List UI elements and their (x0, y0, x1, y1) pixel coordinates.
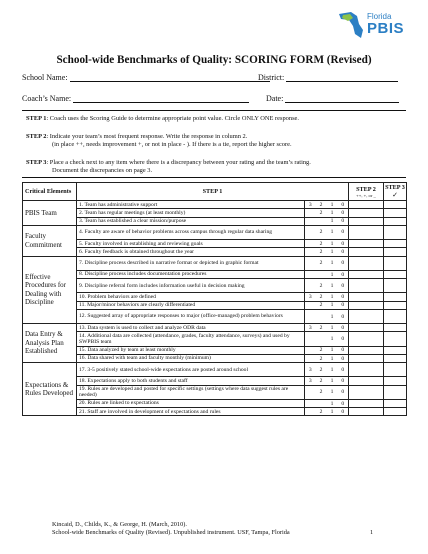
step3-check-icon: ✓ (392, 191, 398, 199)
step3-check-cell[interactable] (384, 270, 407, 278)
score-option[interactable]: 0 (338, 346, 349, 354)
table-row (23, 301, 407, 309)
logo-big-text: PBIS (367, 20, 405, 37)
score-option[interactable]: 1 (327, 332, 338, 346)
florida-state-icon (337, 10, 365, 40)
florida-pbis-logo (337, 10, 419, 40)
page-title: School-wide Benchmarks of Quality: SCORING FORM (Revised) (56, 54, 372, 66)
table-header-row (23, 183, 407, 201)
school-name-label: School Name: (22, 73, 68, 82)
table-row (23, 248, 407, 256)
score-option[interactable]: 0 (338, 209, 349, 217)
critical-element-label: Effective Procedures for Dealing with Discipline (23, 256, 77, 323)
score-option[interactable]: 2 (316, 201, 327, 209)
step2-response-cell[interactable] (349, 225, 384, 239)
step2-response-cell[interactable] (349, 346, 384, 354)
step3-check-cell[interactable] (384, 209, 407, 217)
step3-check-cell[interactable] (384, 301, 407, 309)
date-line[interactable] (285, 94, 399, 103)
table-row (23, 309, 407, 323)
table-row (23, 377, 407, 385)
step3-check-cell[interactable] (384, 346, 407, 354)
step3-check-cell[interactable] (384, 408, 407, 416)
score-option[interactable]: 3 (305, 293, 316, 301)
score-option[interactable]: 2 (316, 256, 327, 270)
benchmark-item: 8. Discipline process includes documentation procedures (77, 270, 305, 278)
step3-header: STEP 3 ✓ (385, 184, 405, 199)
score-option[interactable]: 0 (338, 377, 349, 385)
step2-response-cell[interactable] (349, 377, 384, 385)
step2-response-cell[interactable] (349, 248, 384, 256)
step2-response-cell[interactable] (349, 385, 384, 399)
score-option[interactable]: 2 (316, 293, 327, 301)
critical-element-label: Expectations & Rules Developed (23, 363, 77, 416)
step3-check-cell[interactable] (384, 324, 407, 332)
step2-response-cell[interactable] (349, 201, 384, 209)
logo-small-text: Florida (367, 12, 392, 21)
score-option[interactable]: 2 (316, 324, 327, 332)
score-option[interactable]: 0 (338, 354, 349, 362)
score-option[interactable]: 0 (338, 363, 349, 377)
step2-response-cell[interactable] (349, 270, 384, 278)
step2-response-cell[interactable] (349, 408, 384, 416)
scoring-table (22, 182, 407, 416)
score-option[interactable]: 0 (338, 256, 349, 270)
step3-check-cell[interactable] (384, 256, 407, 270)
score-option[interactable]: 1 (327, 201, 338, 209)
score-option[interactable]: 0 (338, 217, 349, 225)
score-option[interactable]: 2 (316, 354, 327, 362)
benchmark-item: 12. Suggested array of appropriate responses to major (office-managed) problem behaviors (77, 309, 305, 323)
score-option[interactable] (305, 270, 316, 278)
table-row (23, 363, 407, 377)
table-row (23, 346, 407, 354)
score-option[interactable]: 1 (327, 256, 338, 270)
step2-sub: ++, +, or _ (356, 192, 376, 198)
score-option[interactable]: 2 (316, 363, 327, 377)
table-row (23, 201, 407, 209)
benchmark-item: 19. Rules are developed and posted for specific settings (settings where data suggest rules are needed) (77, 385, 305, 399)
score-option[interactable]: 2 (316, 240, 327, 248)
score-option[interactable]: 0 (338, 301, 349, 309)
score-option[interactable] (305, 248, 316, 256)
step3-check-cell[interactable] (384, 399, 407, 407)
score-option[interactable]: 0 (338, 225, 349, 239)
score-option[interactable] (305, 309, 316, 323)
score-option[interactable]: 1 (327, 301, 338, 309)
score-option[interactable] (305, 385, 316, 399)
score-option[interactable] (305, 346, 316, 354)
table-row (23, 385, 407, 399)
score-option[interactable]: 2 (316, 225, 327, 239)
benchmark-item: 16. Data shared with team and faculty monthly (minimum) (77, 354, 305, 362)
table-row (23, 270, 407, 278)
step3-check-cell[interactable] (384, 377, 407, 385)
step2-response-cell[interactable] (349, 324, 384, 332)
step-1-instruction: STEP 1: Coach uses the Scoring Guide to determine appropriate point value. Circle ONLY ONE response. (26, 115, 299, 122)
score-option[interactable]: 0 (338, 240, 349, 248)
score-option[interactable]: 0 (338, 385, 349, 399)
district-label: District: (258, 73, 285, 82)
step3-check-cell[interactable] (384, 248, 407, 256)
benchmark-item: 15. Data analyzed by team at least monthly (77, 346, 305, 354)
score-option[interactable]: 1 (327, 279, 338, 293)
coach-name-field[interactable] (22, 94, 249, 103)
benchmark-item: 20. Rules are linked to expectations (77, 399, 305, 407)
step3-check-cell[interactable] (384, 217, 407, 225)
table-row (23, 293, 407, 301)
step2-response-cell[interactable] (349, 354, 384, 362)
score-option[interactable]: 0 (338, 293, 349, 301)
score-option[interactable]: 0 (338, 399, 349, 407)
score-option[interactable]: 1 (327, 399, 338, 407)
score-option[interactable]: 0 (338, 248, 349, 256)
score-option[interactable] (305, 217, 316, 225)
step3-check-cell[interactable] (384, 201, 407, 209)
score-option[interactable]: 0 (338, 324, 349, 332)
table-row (23, 354, 407, 362)
instructions-box (22, 110, 406, 178)
score-option[interactable] (316, 332, 327, 346)
score-option[interactable]: 1 (327, 354, 338, 362)
score-option[interactable]: 1 (327, 217, 338, 225)
benchmark-item: 9. Discipline referral form includes information useful in decision making (77, 279, 305, 293)
score-option[interactable] (316, 399, 327, 407)
score-option[interactable] (305, 408, 316, 416)
score-option[interactable]: 3 (305, 324, 316, 332)
score-option[interactable]: 1 (327, 270, 338, 278)
table-row (23, 279, 407, 293)
score-option[interactable] (305, 225, 316, 239)
score-option[interactable] (316, 217, 327, 225)
critical-element-label: PBIS Team (23, 201, 77, 226)
score-option[interactable]: 0 (338, 279, 349, 293)
score-option[interactable] (305, 332, 316, 346)
score-option[interactable]: 0 (338, 408, 349, 416)
benchmark-item: 14. Additional data are collected (attendance, grades, faculty attendance, surveys) and used by SWPBIS team (77, 332, 305, 346)
coach-name-label: Coach’s Name: (22, 94, 72, 103)
score-option[interactable]: 2 (316, 377, 327, 385)
score-option[interactable]: 1 (327, 385, 338, 399)
critical-element-label: Data Entry & Analysis Plan Established (23, 324, 77, 363)
benchmark-item: 3. Team has established a clear mission/purpose (77, 217, 305, 225)
score-option[interactable]: 1 (327, 408, 338, 416)
score-option[interactable]: 1 (327, 209, 338, 217)
step2-response-cell[interactable] (349, 217, 384, 225)
coach-name-line[interactable] (73, 94, 249, 103)
school-name-line[interactable] (70, 73, 270, 82)
step-3-instruction: STEP 3: Place a check next to any item where there is a discrepancy between your rating and the team’s rating. Document the discrepancies on page 3. (26, 159, 311, 174)
score-option[interactable]: 0 (338, 201, 349, 209)
score-option[interactable]: 2 (316, 346, 327, 354)
score-option[interactable]: 1 (327, 363, 338, 377)
date-label: Date: (266, 94, 284, 103)
score-option[interactable]: 2 (316, 301, 327, 309)
table-row (23, 240, 407, 248)
table-row (23, 408, 407, 416)
table-row (23, 209, 407, 217)
step3-check-cell[interactable] (384, 240, 407, 248)
date-field[interactable] (266, 94, 399, 103)
step3-check-cell[interactable] (384, 354, 407, 362)
step2-response-cell[interactable] (349, 309, 384, 323)
score-option[interactable]: 3 (305, 363, 316, 377)
score-option[interactable]: 1 (327, 309, 338, 323)
score-option[interactable]: 1 (327, 293, 338, 301)
benchmark-item: 2. Team has regular meetings (at least monthly) (77, 209, 305, 217)
benchmark-item: 6. Faculty feedback is obtained throughout the year (77, 248, 305, 256)
step2-response-cell[interactable] (349, 209, 384, 217)
critical-elements-header: Critical Elements (23, 183, 77, 201)
score-option[interactable]: 1 (327, 248, 338, 256)
score-option[interactable]: 3 (305, 201, 316, 209)
step3-check-cell[interactable] (384, 293, 407, 301)
benchmark-item: 5. Faculty involved in establishing and reviewing goals (77, 240, 305, 248)
score-option[interactable] (305, 256, 316, 270)
citation-line-2: School-wide Benchmarks of Quality (Revised). Unpublished instrument. USF, Tampa, Florida (52, 529, 290, 536)
score-option[interactable] (316, 270, 327, 278)
score-option[interactable]: 0 (338, 309, 349, 323)
critical-element-label: Faculty Commitment (23, 225, 77, 256)
benchmark-item: 17. 3-5 positively stated school-wide expectations are posted around school (77, 363, 305, 377)
score-option[interactable] (305, 354, 316, 362)
step2-response-cell[interactable] (349, 332, 384, 346)
benchmark-item: 21. Staff are involved in development of expectations and rules (77, 408, 305, 416)
score-option[interactable] (305, 279, 316, 293)
score-option[interactable] (305, 399, 316, 407)
table-row (23, 256, 407, 270)
score-option[interactable]: 0 (338, 332, 349, 346)
score-option[interactable]: 1 (327, 240, 338, 248)
score-option[interactable] (305, 301, 316, 309)
benchmark-item: 7. Discipline process described in narrative format or depicted in graphic format (77, 256, 305, 270)
school-name-field[interactable] (22, 73, 270, 82)
step2-response-cell[interactable] (349, 279, 384, 293)
step3-check-cell[interactable] (384, 309, 407, 323)
table-row (23, 399, 407, 407)
score-option[interactable] (316, 309, 327, 323)
step2-response-cell[interactable] (349, 399, 384, 407)
step2-response-cell[interactable] (349, 256, 384, 270)
step1-header: STEP 1 (77, 183, 349, 201)
score-option[interactable]: 1 (327, 346, 338, 354)
score-option[interactable]: 2 (316, 209, 327, 217)
benchmark-item: 13. Data system is used to collect and analyze ODR data (77, 324, 305, 332)
score-option[interactable]: 2 (316, 248, 327, 256)
table-row (23, 324, 407, 332)
page-number: 1 (370, 529, 374, 536)
step3-check-cell[interactable] (384, 225, 407, 239)
step2-response-cell[interactable] (349, 363, 384, 377)
step2-response-cell[interactable] (349, 293, 384, 301)
step2-header: STEP 2 ++, +, or _ (349, 183, 384, 201)
district-line[interactable] (286, 73, 398, 82)
score-option[interactable]: 0 (338, 270, 349, 278)
citation-line-1: Kincaid, D., Childs, K., & George, H. (March, 2010). (52, 521, 187, 528)
benchmark-item: 18. Expectations apply to both students and staff (77, 377, 305, 385)
score-option[interactable]: 2 (316, 408, 327, 416)
step-2-instruction: STEP 2: Indicate your team’s most frequent response. Write the response in column 2. (in place ++, needs improvement +, or not in place - ). If there is a tie, report the higher score. (26, 133, 292, 148)
step3-check-cell[interactable] (384, 279, 407, 293)
benchmark-item: 11. Major/minor behaviors are clearly differentiated (77, 301, 305, 309)
district-field[interactable] (258, 73, 398, 82)
score-option[interactable]: 2 (316, 385, 327, 399)
table-row (23, 225, 407, 239)
benchmark-item: 4. Faculty are aware of behavior problems across campus through regular data sharing (77, 225, 305, 239)
score-option[interactable]: 1 (327, 225, 338, 239)
benchmark-item: 10. Problem behaviors are defined (77, 293, 305, 301)
step3-check-cell[interactable] (384, 363, 407, 377)
benchmark-item: 1. Team has administrative support (77, 201, 305, 209)
score-option[interactable]: 2 (316, 279, 327, 293)
score-option[interactable]: 1 (327, 324, 338, 332)
step3-check-cell[interactable] (384, 385, 407, 399)
table-row (23, 332, 407, 346)
step2-response-cell[interactable] (349, 301, 384, 309)
score-option[interactable]: 3 (305, 377, 316, 385)
table-row (23, 217, 407, 225)
score-option[interactable] (305, 209, 316, 217)
step2-response-cell[interactable] (349, 240, 384, 248)
score-option[interactable]: 1 (327, 377, 338, 385)
step3-check-cell[interactable] (384, 332, 407, 346)
score-option[interactable] (305, 240, 316, 248)
